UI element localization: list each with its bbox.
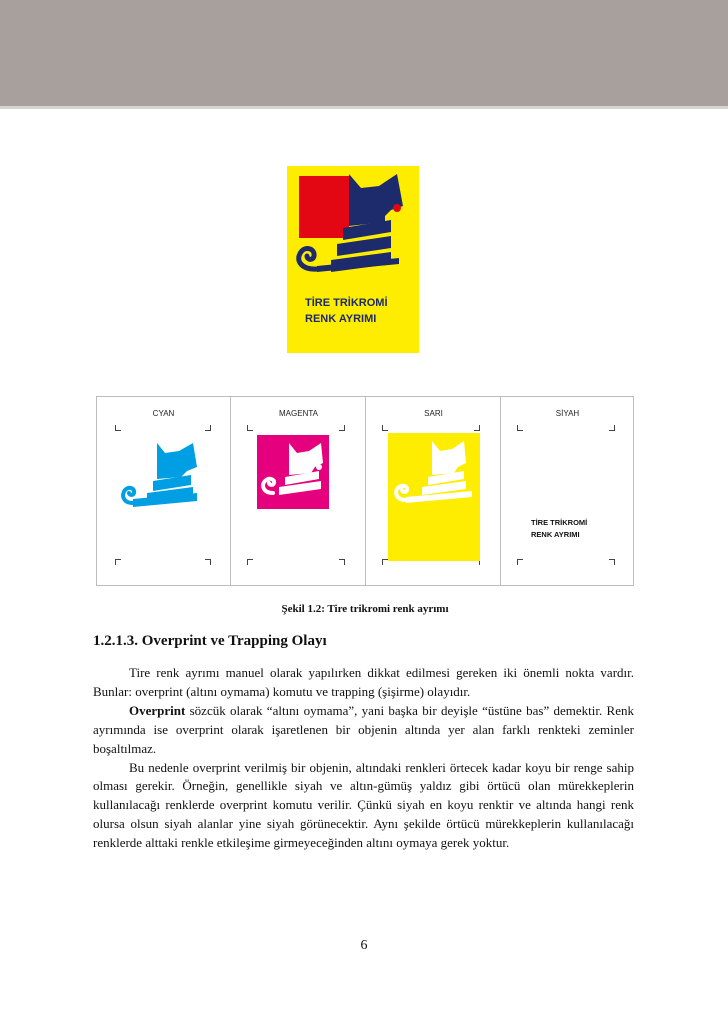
overprint-term: Overprint <box>129 702 186 718</box>
crop-mark <box>247 559 253 565</box>
figure-caption: Şekil 1.2: Tire trikromi renk ayrımı <box>281 603 449 615</box>
paragraph-1: Tire renk ayrımı manuel olarak yapılırken dikkat edilmesi gereken iki önemli nokta vardır. Bunlar: overprint (altını oymama) komutu ve trapping (şişirme) olayıdır. <box>93 665 634 699</box>
crop-mark <box>474 425 480 431</box>
crop-mark <box>115 425 121 431</box>
cat-nose-dot <box>393 204 401 212</box>
body-text <box>93 664 634 853</box>
logo-red-block <box>299 176 349 238</box>
separation-magenta <box>230 397 366 585</box>
separation-black <box>500 397 634 585</box>
crop-mark <box>339 425 345 431</box>
paragraph-2-text: sözcük olarak “altını oymama”, yani başka bir deyişle “üstüne bas” demektir. Renk ayrımında ise overprint olarak işaretlenen bir objenin altında yer alan farklı renkteki zeminler boşaltılmaz. <box>93 702 634 756</box>
black-separation-text <box>531 513 621 543</box>
yellow-cat-icon <box>388 433 480 561</box>
logo-text-line-1: TİRE TRİKROMİ <box>305 297 388 309</box>
separation-label-siyah: SİYAH <box>555 409 580 418</box>
separation-cyan <box>97 397 230 585</box>
logo-text-line-2: RENK AYRIMI <box>305 313 377 325</box>
crop-mark <box>517 559 523 565</box>
crop-mark <box>247 425 253 431</box>
crop-mark <box>115 559 121 565</box>
section-heading: 1.2.1.3. Overprint ve Trapping Olayı <box>93 633 327 649</box>
black-text-line-2: RENK AYRIMI <box>531 530 580 539</box>
separation-yellow <box>365 397 501 585</box>
crop-mark <box>339 559 345 565</box>
separation-label-sari: SARI <box>424 409 443 418</box>
cyan-cat-icon <box>121 439 201 509</box>
color-separation-panel <box>96 396 634 586</box>
header-band <box>0 0 728 106</box>
paragraph-3: Bu nedenle overprint verilmiş bir objenin, altındaki renkleri örtecek kadar koyu bir renge sahip olması gerekir. Örneğin, genellikle siyah ve altın-gümüş yaldız gibi örtücü olan mürekkeplerin kullanılacağı renklerde overprint komutu verilir. Çünkü siyah en koyu renktir ve altında hangi renk olursa olsun siyah alanlar yine siyah görünecektir. Aynı şekilde örtücü mürekkeplerin kullanılacağı renklerde alttaki renkle etkileşime girmeyeceğinden altını oymaya gerek yoktur. <box>93 759 634 851</box>
tire-trikromi-logo <box>287 166 419 353</box>
header-divider <box>0 106 728 109</box>
crop-mark <box>382 425 388 431</box>
crop-mark <box>205 425 211 431</box>
separation-label-cyan: CYAN <box>152 409 175 418</box>
crop-mark <box>609 559 615 565</box>
black-text-line-1: TİRE TRİKROMİ <box>531 518 588 527</box>
crop-mark <box>517 425 523 431</box>
crop-mark <box>205 559 211 565</box>
paragraph-2 <box>93 702 634 759</box>
separation-label-magenta: MAGENTA <box>279 409 318 418</box>
page-number: 6 <box>360 938 368 953</box>
magenta-cat-icon <box>257 435 329 509</box>
crop-mark <box>609 425 615 431</box>
